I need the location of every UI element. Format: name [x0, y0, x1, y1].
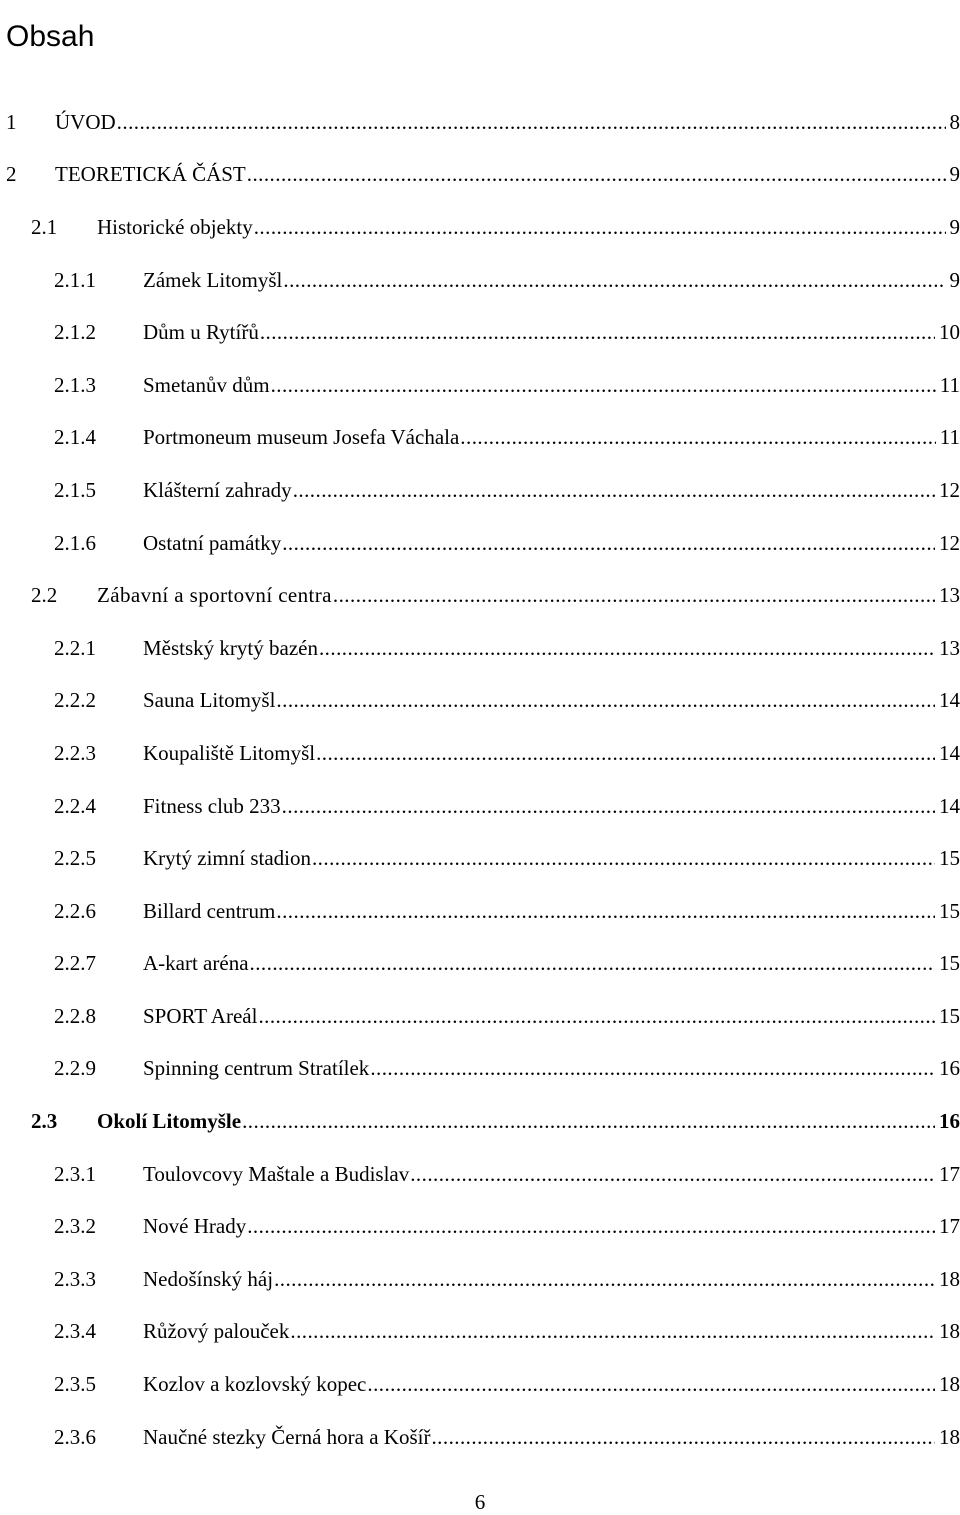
toc-entry-number: 2.2.8: [54, 1003, 96, 1028]
toc-entry-number: 2.2.2: [54, 688, 96, 713]
toc-entry[interactable]: [0, 622, 960, 675]
toc-entry-title[interactable]: Ostatní památky: [143, 530, 282, 555]
toc-entry-page: 10: [939, 320, 960, 345]
toc-entry-page: 16: [939, 1109, 960, 1134]
toc-entry-number: 2.3.4: [54, 1319, 96, 1344]
toc-entry-line: [143, 1425, 960, 1450]
toc-entry-page: 11: [939, 372, 960, 397]
toc-entry-number: 2.2.9: [54, 1056, 96, 1081]
toc-entry-page: 12: [939, 477, 960, 502]
toc-entry-line: [143, 1162, 960, 1187]
toc-entry[interactable]: [0, 517, 960, 570]
toc-entry-line: [143, 1267, 960, 1292]
toc-entry-title[interactable]: Okolí Litomyšle: [97, 1109, 242, 1134]
toc-entry-page: 14: [939, 793, 960, 818]
toc-entry-title[interactable]: Krytý zimní stadion: [143, 846, 311, 871]
toc-entry-number: 1: [6, 109, 17, 134]
toc-entry-title[interactable]: Portmoneum museum Josefa Váchala: [143, 425, 460, 450]
toc-entry-title[interactable]: Klášterní zahrady: [143, 477, 292, 502]
toc-dot-leader: [282, 794, 935, 819]
toc-dot-leader: [319, 636, 935, 661]
toc-entry-page: 13: [939, 635, 960, 660]
toc-entry-title[interactable]: A-kart aréna: [143, 951, 249, 976]
toc-entry-page: 11: [939, 425, 960, 450]
toc-dot-leader: [247, 1214, 935, 1239]
toc-entry-title[interactable]: Billard centrum: [143, 898, 276, 923]
toc-entry-line: [143, 1214, 960, 1239]
toc-entry-number: 2.2.5: [54, 846, 96, 871]
toc-dot-leader: [271, 373, 936, 398]
toc-entry[interactable]: [0, 569, 960, 622]
toc-entry[interactable]: [0, 1095, 960, 1148]
toc-entry-line: [143, 741, 960, 766]
toc-entry-line: [143, 1372, 960, 1397]
toc-entry[interactable]: [0, 201, 960, 254]
toc-entry[interactable]: [0, 675, 960, 728]
toc-entry-title[interactable]: Koupaliště Litomyšl: [143, 740, 316, 765]
toc-entry-title[interactable]: Městský krytý bazén: [143, 635, 318, 660]
toc-entry-page: 9: [949, 162, 960, 187]
toc-entry-page: 13: [939, 583, 960, 608]
toc-entry-number: 2.1.6: [54, 530, 96, 555]
toc-dot-leader: [274, 1267, 935, 1292]
toc-entry-number: 2.1.4: [54, 425, 96, 450]
toc-entry-line: [143, 320, 960, 345]
toc-entry-page: 18: [939, 1319, 960, 1344]
toc-entry-line: [143, 1056, 960, 1081]
toc-entry[interactable]: [0, 1411, 960, 1464]
toc-entry-title[interactable]: Zámek Litomyšl: [143, 267, 283, 292]
toc-entry[interactable]: [0, 412, 960, 465]
toc-entry-page: 18: [939, 1424, 960, 1449]
toc-entry-number: 2.1.1: [54, 267, 96, 292]
toc-entry-page: 18: [939, 1372, 960, 1397]
toc-entry-title[interactable]: Historické objekty: [97, 214, 253, 239]
toc-entry-line: [143, 268, 960, 293]
toc-dot-leader: [282, 531, 935, 556]
toc-entry-number: 2.3.5: [54, 1372, 96, 1397]
toc-entry-line: [143, 1319, 960, 1344]
toc-entry-line: [97, 215, 960, 240]
toc-entry[interactable]: [0, 149, 960, 202]
toc-entry[interactable]: [0, 780, 960, 833]
toc-entry-number: 2.1.3: [54, 372, 96, 397]
toc-entry-page: 15: [939, 1003, 960, 1028]
toc-entry[interactable]: [0, 1306, 960, 1359]
toc-dot-leader: [290, 1319, 935, 1344]
toc-entry-title[interactable]: Naučné stezky Černá hora a Košíř: [143, 1424, 431, 1449]
toc-entry[interactable]: [0, 254, 960, 307]
toc-dot-leader: [260, 320, 935, 345]
toc-entry-page: 14: [939, 740, 960, 765]
toc-entry-line: [143, 899, 960, 924]
toc-entry-page: 8: [949, 109, 960, 134]
toc-dot-leader: [431, 1425, 935, 1450]
toc-entry-line: [143, 373, 960, 398]
toc-entry[interactable]: [0, 1148, 960, 1201]
toc-dot-leader: [276, 688, 935, 713]
toc-entry[interactable]: [0, 727, 960, 780]
toc-entry-number: 2.2.3: [54, 740, 96, 765]
toc-dot-leader: [250, 951, 935, 976]
toc-entry[interactable]: [0, 96, 960, 149]
toc-entry-page: 15: [939, 951, 960, 976]
toc-entry-line: [97, 583, 960, 608]
toc-entry-title[interactable]: SPORT Areál: [143, 1003, 258, 1028]
toc-entry-line: [143, 478, 960, 503]
toc-dot-leader: [258, 1004, 935, 1029]
toc-dot-leader: [254, 215, 946, 240]
toc-entry-line: [143, 846, 960, 871]
toc-entry[interactable]: [0, 306, 960, 359]
toc-entry-title[interactable]: Sauna Litomyšl: [143, 688, 276, 713]
toc-entry-title[interactable]: Nedošínský háj: [143, 1266, 274, 1291]
toc-entry-line: [143, 688, 960, 713]
toc-entry-page: 14: [939, 688, 960, 713]
toc-dot-leader: [242, 1109, 935, 1134]
toc-entry-number: 2.2.1: [54, 635, 96, 660]
toc-entry-title[interactable]: TEORETICKÁ ČÁST: [55, 162, 246, 187]
toc-dot-leader: [333, 583, 935, 608]
toc-entry-line: [97, 1109, 960, 1134]
toc-dot-leader: [316, 741, 935, 766]
toc-entry-page: 15: [939, 846, 960, 871]
toc-entry-page: 17: [939, 1161, 960, 1186]
toc-entry-title[interactable]: Fitness club 233: [143, 793, 281, 818]
toc-dot-leader: [117, 110, 946, 135]
toc-entry-line: [143, 794, 960, 819]
toc-entry-number: 2.3.1: [54, 1161, 96, 1186]
toc-entry-line: [143, 951, 960, 976]
toc-entry-line: [143, 425, 960, 450]
toc-entry-title[interactable]: Smetanův dům: [143, 372, 270, 397]
toc-dot-leader: [247, 162, 946, 187]
toc-dot-leader: [312, 846, 935, 871]
toc-entry-number: 2.3.2: [54, 1214, 96, 1239]
toc-dot-leader: [293, 478, 935, 503]
toc-entry[interactable]: [0, 1358, 960, 1411]
toc-dot-leader: [276, 899, 935, 924]
toc-entry[interactable]: [0, 1043, 960, 1096]
toc-entry[interactable]: [0, 464, 960, 517]
toc-entry[interactable]: [0, 990, 960, 1043]
toc-entry-line: [55, 162, 960, 187]
toc-entry-number: 2.1.2: [54, 320, 96, 345]
toc-entry-page: 9: [949, 267, 960, 292]
toc-entry-page: 17: [939, 1214, 960, 1239]
toc-dot-leader: [410, 1162, 935, 1187]
toc-entry-number: 2.2.6: [54, 898, 96, 923]
toc-dot-leader: [367, 1372, 935, 1397]
toc-entry-number: 2.1.5: [54, 477, 96, 502]
toc-entry[interactable]: [0, 938, 960, 991]
toc-entry-page: 18: [939, 1266, 960, 1291]
toc-entry-title[interactable]: Růžový palouček: [143, 1319, 290, 1344]
toc-entry-line: [143, 636, 960, 661]
toc-dot-leader: [460, 425, 935, 450]
toc-entry-title[interactable]: Kozlov a kozlovský kopec: [143, 1372, 367, 1397]
toc-entry[interactable]: [0, 1253, 960, 1306]
page-title: Obsah: [6, 20, 95, 54]
toc-entry[interactable]: [0, 359, 960, 412]
toc-entry-number: 2.2: [31, 583, 58, 608]
table-of-contents: [0, 96, 960, 1463]
toc-entry-title[interactable]: Dům u Rytířů: [143, 320, 259, 345]
toc-dot-leader: [370, 1056, 935, 1081]
toc-entry-number: 2.2.4: [54, 793, 96, 818]
toc-entry-number: 2.1: [31, 214, 58, 239]
toc-entry-number: 2.3.6: [54, 1424, 96, 1449]
toc-entry-page: 12: [939, 530, 960, 555]
toc-entry-page: 9: [949, 214, 960, 239]
toc-entry-title[interactable]: Toulovcovy Maštale a Budislav: [143, 1161, 410, 1186]
page-number: 6: [474, 1490, 486, 1514]
toc-entry-page: 16: [939, 1056, 960, 1081]
toc-entry-page: 15: [939, 898, 960, 923]
toc-entry-line: [55, 110, 960, 135]
toc-entry-title[interactable]: Zábavní a sportovní centra: [97, 583, 332, 608]
toc-entry[interactable]: [0, 885, 960, 938]
toc-entry[interactable]: [0, 1200, 960, 1253]
toc-entry-number: 2.2.7: [54, 951, 96, 976]
toc-entry-line: [143, 1004, 960, 1029]
toc-entry-title[interactable]: ÚVOD: [55, 109, 116, 134]
toc-dot-leader: [283, 268, 945, 293]
toc-entry-title[interactable]: Spinning centrum Stratílek: [143, 1056, 370, 1081]
toc-entry-line: [143, 531, 960, 556]
toc-entry[interactable]: [0, 832, 960, 885]
toc-entry-number: 2: [6, 162, 17, 187]
toc-entry-number: 2.3: [31, 1109, 58, 1134]
toc-entry-title[interactable]: Nové Hrady: [143, 1214, 247, 1239]
toc-entry-number: 2.3.3: [54, 1266, 96, 1291]
